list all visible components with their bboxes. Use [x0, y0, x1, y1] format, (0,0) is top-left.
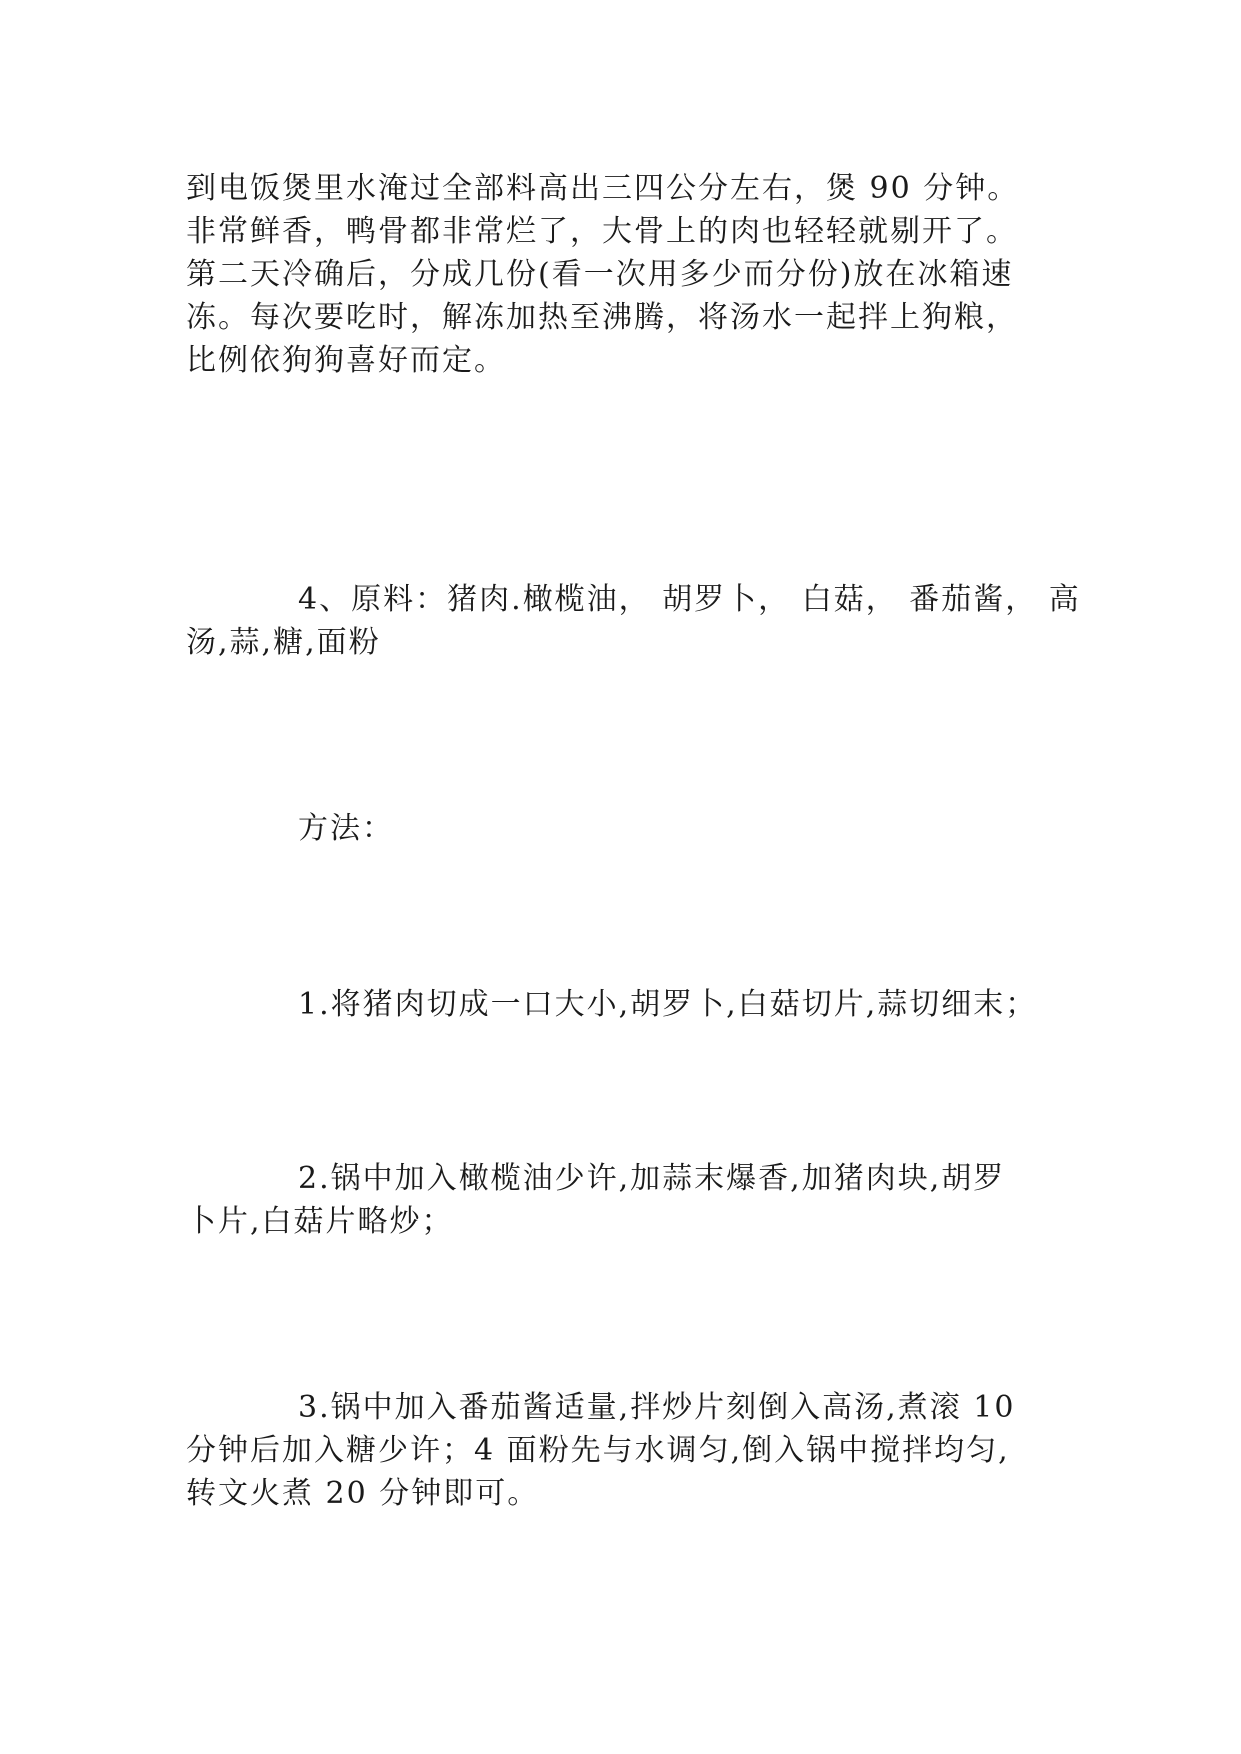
text-line: 第二天冷确后，分成几份(看一次用多少而分份)放在冰箱速: [186, 257, 1014, 292]
text-line: 4、原料：猪肉.橄榄油， 胡罗卜， 白菇， 番茄酱， 高: [298, 582, 1081, 617]
text-line: 分钟后加入糖少许；4 面粉先与水调匀,倒入锅中搅拌均匀,: [186, 1433, 1010, 1468]
text-line: 方法：: [298, 811, 394, 846]
text-line: 转文火煮 20 分钟即可。: [186, 1476, 540, 1511]
paragraph-step-2: [186, 1157, 1066, 1243]
text-line: 卜片,白菇片略炒；: [186, 1204, 454, 1239]
paragraph-step-3: [186, 1386, 1066, 1515]
text-line: 非常鲜香，鸭骨都非常烂了，大骨上的肉也轻轻就剔开了。: [186, 214, 1018, 249]
text-line: 汤,蒜,糖,面粉: [186, 625, 381, 660]
paragraph-ingredients: [186, 578, 1081, 664]
text-line: 冻。每次要吃时，解冻加热至沸腾，将汤水一起拌上狗粮，: [186, 300, 1018, 335]
paragraph-dog-food-storage: [186, 167, 1066, 382]
text-line: 比例依狗狗喜好而定。: [186, 343, 506, 378]
text-line: 1.将猪肉切成一口大小,胡罗卜,白菇切片,蒜切细末；: [298, 987, 1038, 1022]
text-line: 到电饭煲里水淹过全部料高出三四公分左右，煲 90 分钟。: [186, 171, 1020, 206]
paragraph-method-heading: [186, 807, 1066, 850]
text-line: 3.锅中加入番茄酱适量,拌炒片刻倒入高汤,煮滚 10: [298, 1390, 1016, 1425]
paragraph-step-1: [186, 983, 1066, 1026]
text-line: 2.锅中加入橄榄油少许,加蒜末爆香,加猪肉块,胡罗: [298, 1161, 1006, 1196]
